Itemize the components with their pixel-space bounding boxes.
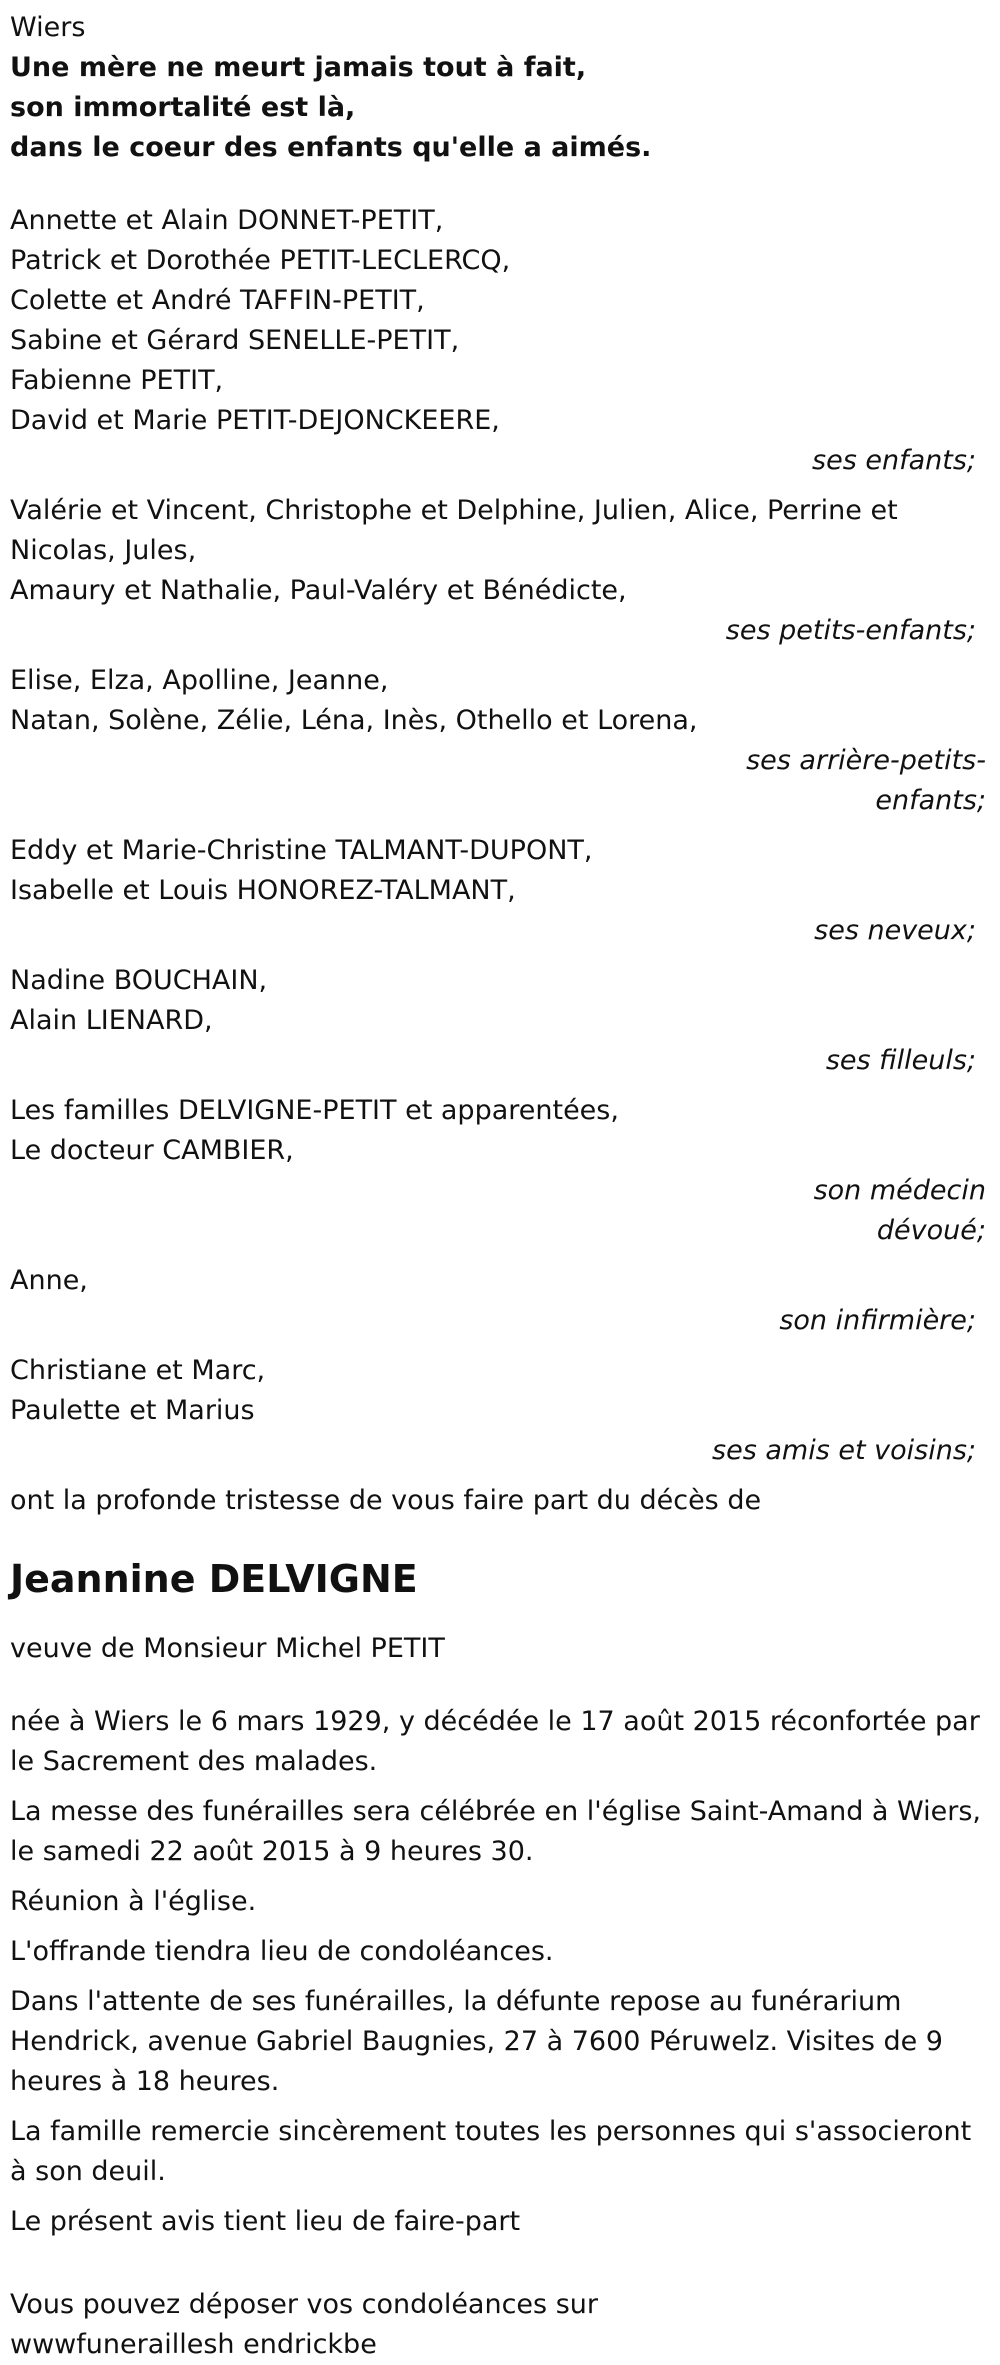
relation-label: ses arrière-petits-enfants;: [746, 745, 986, 816]
meeting-paragraph: Réunion à l'église.: [10, 1886, 257, 1917]
families-group: [10, 1091, 1000, 1251]
condolences-text: Vous pouvez déposer vos condoléances sur: [10, 2289, 598, 2320]
thanks-paragraph: La famille remercie sincèrement toutes les personnes qui s'associeront à son deuil.: [10, 2116, 972, 2187]
spouse-line: veuve de Monsieur Michel PETIT: [10, 1633, 445, 1664]
family-name: Fabienne PETIT,: [10, 365, 224, 396]
relation-label: son infirmière;: [779, 1305, 976, 1336]
family-name: Annette et Alain DONNET-PETIT,: [10, 205, 444, 236]
details: [10, 1702, 1000, 2242]
location: Wiers: [10, 12, 86, 43]
verse: [10, 48, 1000, 168]
grandchildren-group: [10, 491, 1000, 651]
family-name: Elise, Elza, Apolline, Jeanne,: [10, 665, 389, 696]
announcement-intro: ont la profonde tristesse de vous faire part du décès de: [10, 1485, 762, 1516]
family-name: Christiane et Marc,: [10, 1355, 266, 1386]
family-name: Amaury et Nathalie, Paul-Valéry et Bénédicte,: [10, 575, 627, 606]
family-name: Patrick et Dorothée PETIT-LECLERCQ,: [10, 245, 511, 276]
great-grandchildren-group: [10, 661, 1000, 821]
family-name: Valérie et Vincent, Christophe et Delphine, Julien, Alice, Perrine et Nicolas, Jules,: [10, 495, 898, 566]
family-name: Les familles DELVIGNE-PETIT et apparentées,: [10, 1095, 619, 1126]
children-group: [10, 201, 1000, 481]
family-name: Isabelle et Louis HONOREZ-TALMANT,: [10, 875, 516, 906]
family-name: Colette et André TAFFIN-PETIT,: [10, 285, 425, 316]
relation-label: ses filleuls;: [825, 1045, 976, 1076]
family-name: Le docteur CAMBIER,: [10, 1135, 294, 1166]
funeral-home-paragraph: Dans l'attente de ses funérailles, la défunte repose au funérarium Hendrick, avenue Gabriel Baugnies, 27 à 7600 Péruwelz. Visites de 9 heures à 18 heures.: [10, 1986, 943, 2097]
condolences-link[interactable]: wwwfuneraillesh endrickbe: [10, 2329, 377, 2360]
nephews-group: [10, 831, 1000, 951]
godchildren-group: [10, 961, 1000, 1081]
verse-line: son immortalité est là,: [10, 92, 356, 123]
family-name: Eddy et Marie-Christine TALMANT-DUPONT,: [10, 835, 593, 866]
relation-label: ses amis et voisins;: [712, 1435, 976, 1466]
funeral-mass-paragraph: La messe des funérailles sera célébrée en l'église Saint-Amand à Wiers, le samedi 22 août 2015 à 9 heures 30.: [10, 1796, 982, 1867]
family-name: Sabine et Gérard SENELLE-PETIT,: [10, 325, 460, 356]
notice-paragraph: Le présent avis tient lieu de faire-part: [10, 2206, 521, 2237]
relation-label: ses neveux;: [814, 915, 976, 946]
nurse-group: [10, 1261, 1000, 1341]
friends-group: [10, 1351, 1000, 1471]
offering-paragraph: L'offrande tiendra lieu de condoléances.: [10, 1936, 554, 1967]
relation-label: son médecin dévoué;: [813, 1175, 986, 1246]
family-name: Alain LIENARD,: [10, 1005, 213, 1036]
family-name: David et Marie PETIT-DEJONCKEERE,: [10, 405, 500, 436]
deceased-name: Jeannine DELVIGNE: [10, 1557, 418, 1601]
verse-line: dans le coeur des enfants qu'elle a aimés.: [10, 132, 652, 163]
family-name: Natan, Solène, Zélie, Léna, Inès, Othello et Lorena,: [10, 705, 698, 736]
condolences: [10, 2285, 1000, 2365]
verse-line: Une mère ne meurt jamais tout à fait,: [10, 52, 587, 83]
family-name: Nadine BOUCHAIN,: [10, 965, 268, 996]
birth-death-paragraph: née à Wiers le 6 mars 1929, y décédée le 17 août 2015 réconfortée par le Sacrement des malades.: [10, 1706, 980, 1777]
family-name: Anne,: [10, 1265, 88, 1296]
relation-label: ses enfants;: [812, 445, 976, 476]
family-name: Paulette et Marius: [10, 1395, 255, 1426]
relation-label: ses petits-enfants;: [725, 615, 976, 646]
